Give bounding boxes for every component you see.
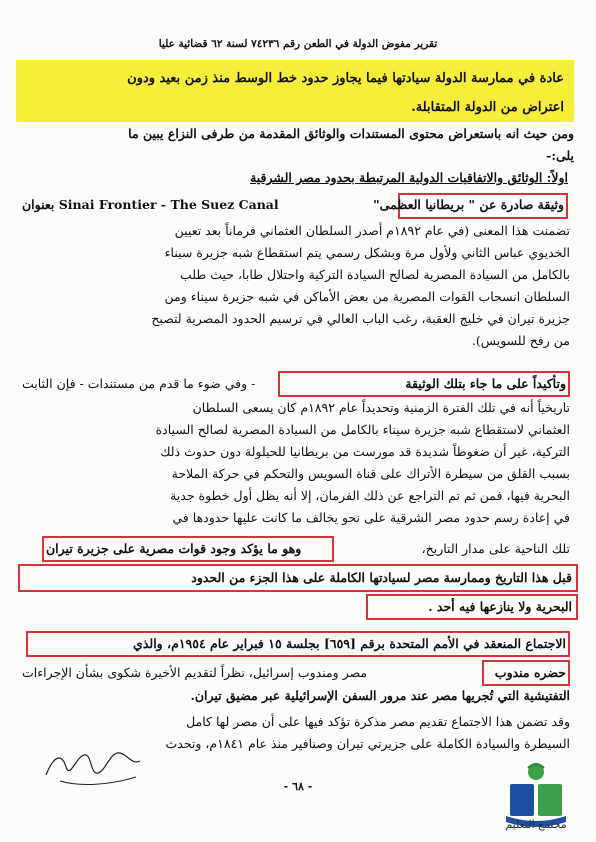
page-header: تقرير مفوض الدولة في الطعن رقم ٧٤٢٣٦ لسنة ٦٢ قضائية عليا [158, 38, 438, 50]
watermark-label: مجتمع التعليم [505, 818, 567, 831]
paragraph-line: البحرية فيها، فمن ثم تم التراجع عن ذلك الفرمان، إلا أنه يظل أول خطوة جدية [170, 488, 570, 503]
highlighted-phrase: وهو ما يؤكد وجود قوات مصرية على جزيرة تيران [46, 541, 302, 556]
paragraph-line: السلطان انسحاب القوات المصرية من بعض الأماكن في شبه جزيرة سيناء ومن [164, 289, 570, 304]
highlighted-phrase: قبل هذا التاريخ وممارسة مصر لسيادتها الكاملة على هذا الجزء من الحدود [191, 570, 572, 585]
highlighted-phrase: حضره مندوب [494, 665, 566, 680]
highlighted-passage [16, 60, 574, 122]
paragraph-line: في إعادة رسم حدود مصر الشرقية على نحو يخالف ما كانت عليها حدودها في [172, 510, 570, 525]
paragraph-line: بسبب القلق من سيطرة الأتراك على قناة السويس والتحكم في حركة الملاحة [171, 466, 570, 481]
paragraph-line: تضمنت هذا المعنى (في عام ١٨٩٢م أصدر السلطان العثماني فرماناً بعد تعيين [174, 223, 570, 238]
highlighted-phrase: الاجتماع المنعقد في الأمم المتحدة برقم [٦٥٩] بجلسة ١٥ فبراير عام ١٩٥٤م، والذي [133, 636, 566, 651]
paragraph-line: جزيرة تيران في خليج العقبة، رغب الباب العالي في ترسيم الحدود المصرية لتصبح [151, 311, 570, 326]
paragraph-lead: وتأكيداً على ما جاء بتلك الوثيقة [405, 376, 566, 391]
page-number: - ٦٨ - [283, 780, 313, 793]
document-title: وثيقة صادرة عن " بريطانيا العظمى" [373, 197, 564, 212]
paragraph-line: وقد تضمن هذا الاجتماع تقديم مصر مذكرة تؤكد فيها على أن مصر لها كامل [186, 714, 570, 729]
highlight-line-1: عادة في ممارسة الدولة سيادتها فيما يجاوز حدود خط الوسط منذ زمن بعيد ودون [127, 71, 564, 86]
paragraph-line: من رفح للسويس). [471, 333, 570, 348]
paragraph-line: تلك الناحية على مدار التاريخ، [421, 541, 570, 556]
document-subject: بعنوان Sinai Frontier - The Suez Canal [22, 197, 279, 212]
paragraph-line: ومن حيث انه باستعراض محتوى المستندات والوثائق المقدمة من طرفى النزاع يبين ما [128, 126, 574, 141]
paragraph-line: يلى:- [546, 148, 574, 163]
paragraph-line: التركية، غير أن ضغوطاً شديدة قد مورست من بريطانيا للحيلولة دون حدوث ذلك [160, 444, 570, 459]
paragraph-line: الخديوي عباس الثاني ولأول مرة وبشكل رسمي يتم استقطاع شبه جزيرة سيناء [164, 245, 570, 260]
section-title: اولاً: الوثائق والاتفاقيات الدولية المرتبطة بحدود مصر الشرقية [250, 170, 568, 185]
paragraph-line: - وفي ضوء ما قدم من مستندات - فإن الثابت [22, 376, 256, 391]
highlight-line-2: اعتراض من الدولة المتقابلة. [411, 100, 564, 115]
paragraph-line: التفتيشية التي تُجريها مصر عند مرور السفن الإسرائيلية عبر مضيق تيران. [190, 688, 570, 703]
paragraph-line: مصر ومندوب إسرائيل، نظراً لتقديم الأخيرة شكوى بشأن الإجراءات [22, 665, 368, 680]
highlighted-phrase: البحرية ولا ينازعها فيه أحد . [428, 599, 572, 614]
paragraph-line: العثماني لاستقطاع شبه جزيرة سيناء بالكامل من السيادة المصرية لصالح السيادة [155, 422, 570, 437]
paragraph-line: تاريخياً أنه في تلك الفترة الزمنية وتحديداً عام ١٨٩٢م كان يسعى السلطان [192, 400, 570, 415]
paragraph-line: السيطرة والسيادة الكاملة على جزيرتي تيران وصنافير منذ عام ١٨٤١م، وتحدث [165, 736, 570, 751]
paragraph-line: بالكامل من السيادة المصرية لصالح السيادة التركية واحتلال طابا، حيث طلب [179, 267, 570, 282]
